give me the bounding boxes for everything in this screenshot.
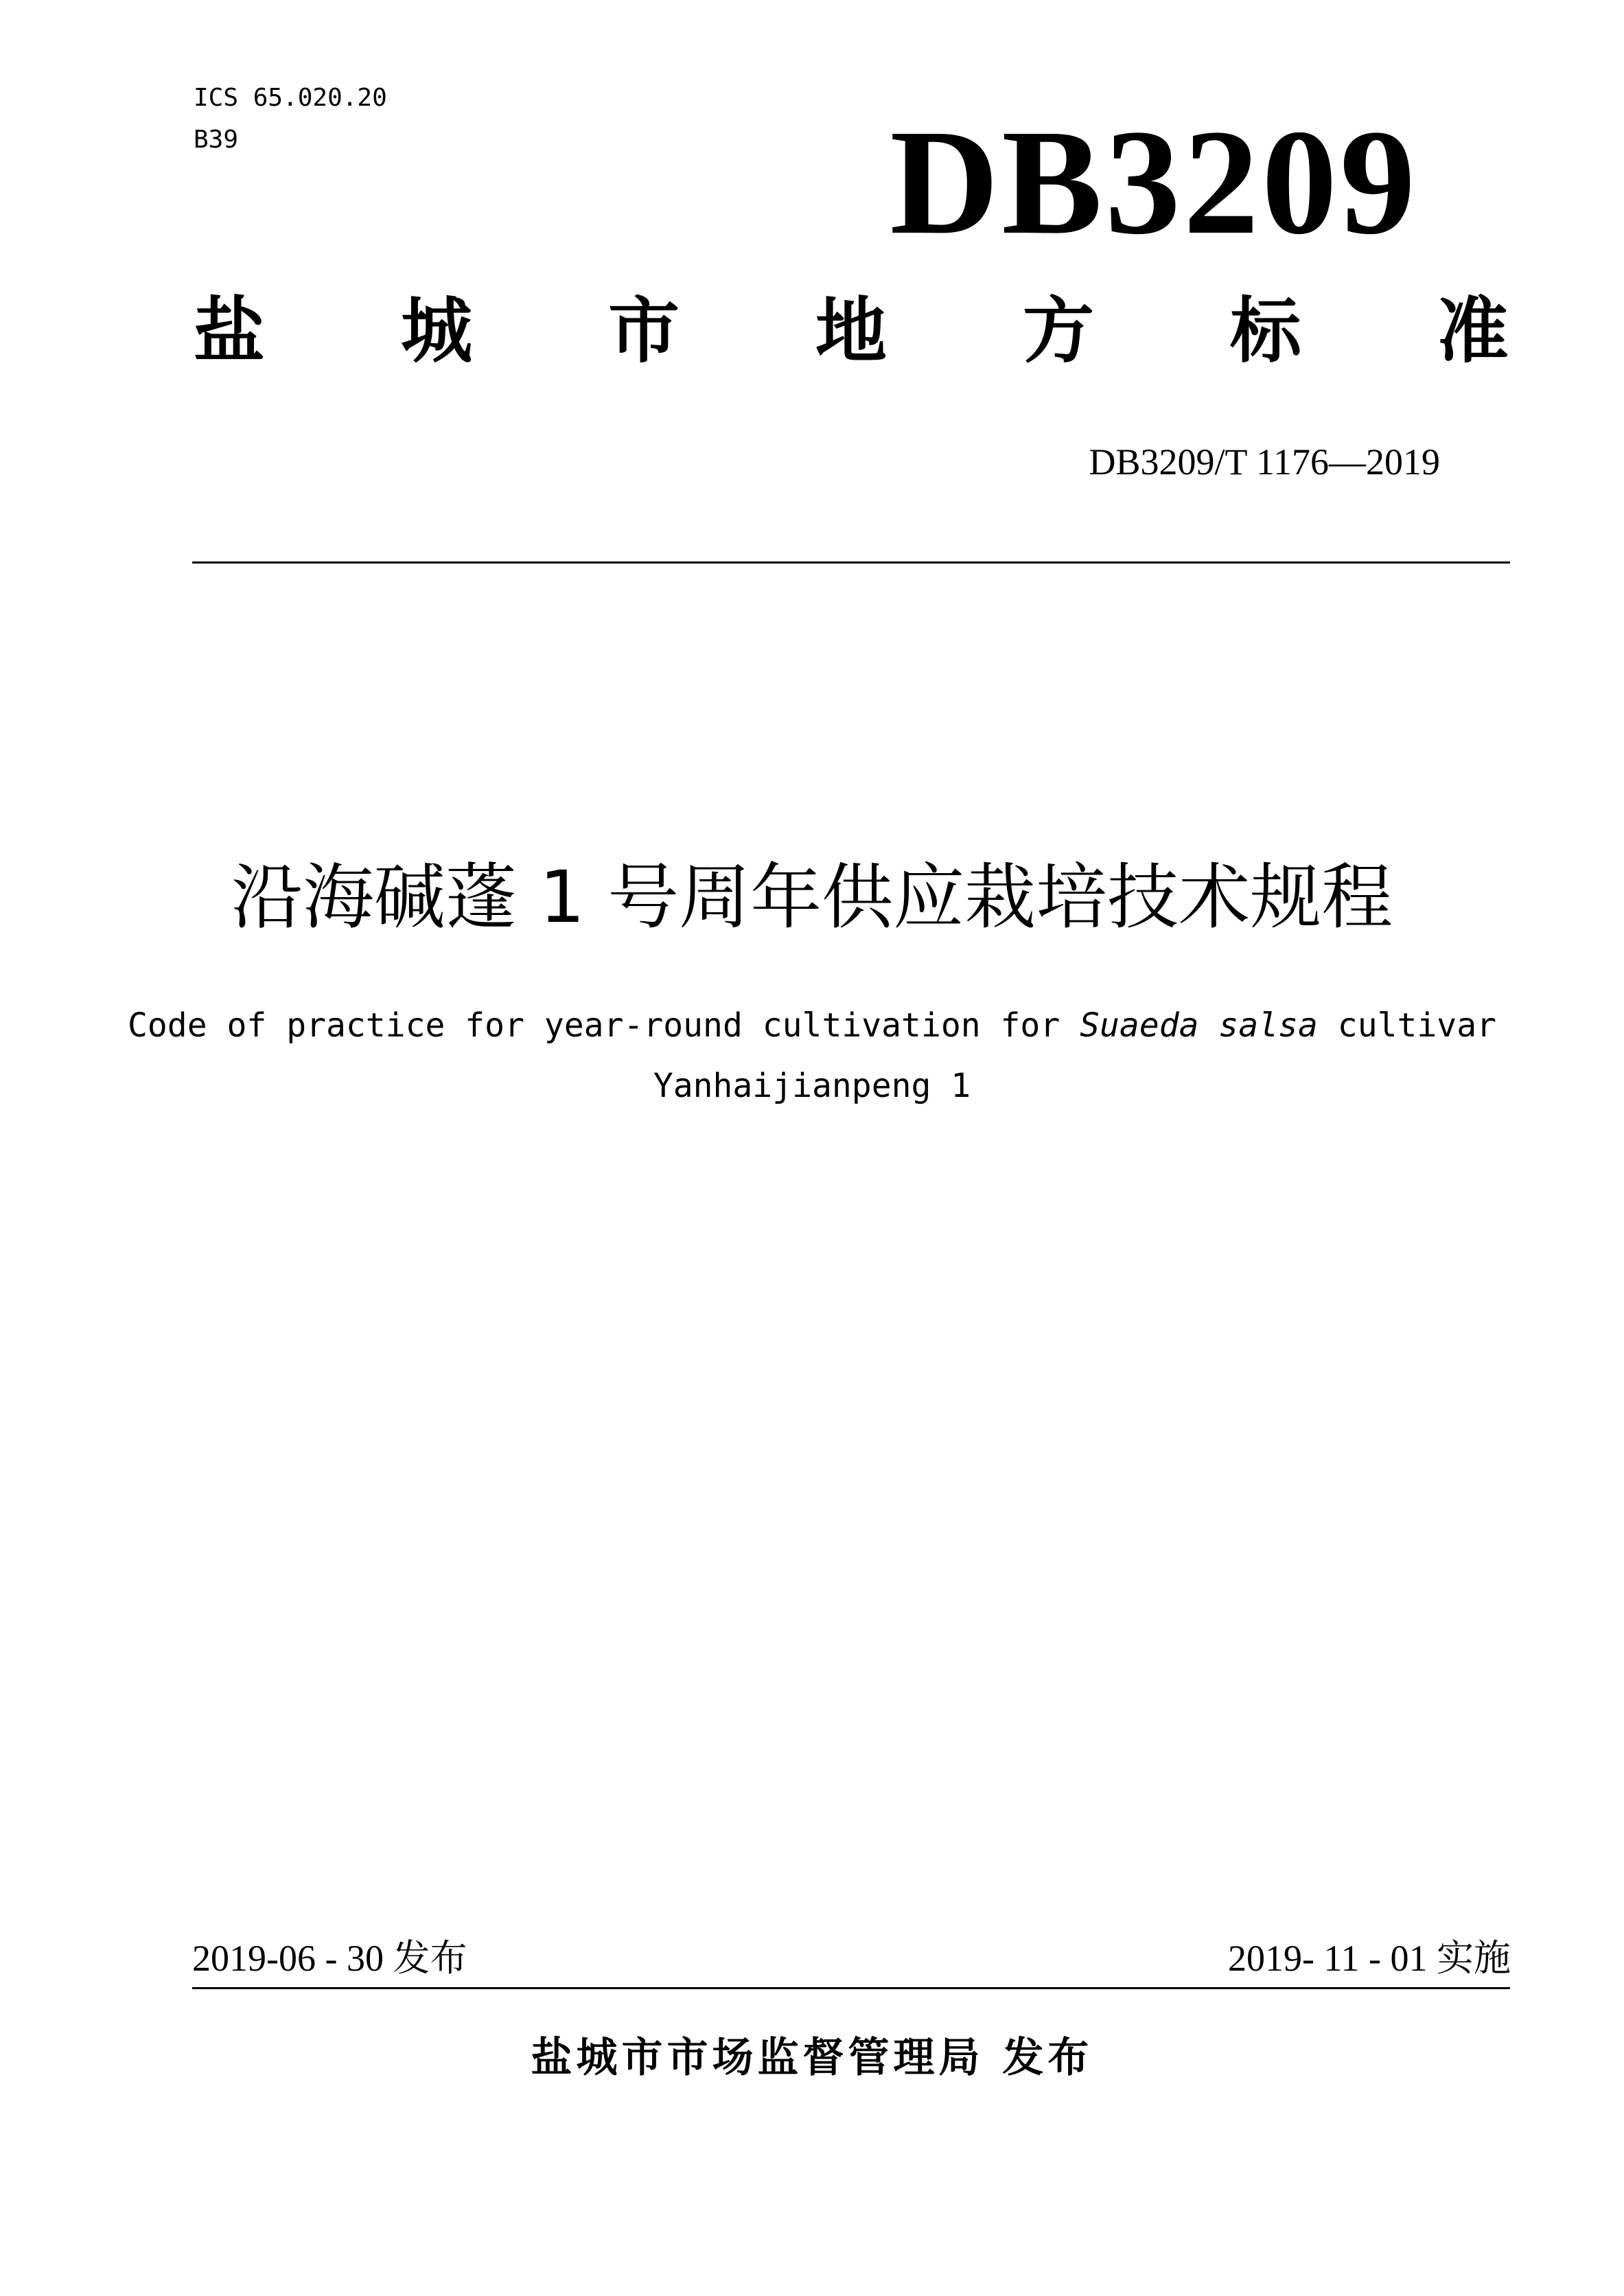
document-title-english-line2: Yanhaijianpeng 1 (653, 1067, 971, 1105)
standard-type-char: 地 (815, 289, 887, 373)
standard-number: DB3209/T 1176—2019 (1089, 441, 1440, 483)
standard-type-char: 城 (400, 289, 472, 373)
document-title-chinese: 沿海碱蓬 1 号周年供应栽培技术规程 (231, 855, 1393, 939)
standard-type-char: 标 (1229, 289, 1301, 373)
top-divider (192, 561, 1510, 564)
ccs-code: B39 (194, 126, 239, 154)
standard-type-char: 盐 (194, 289, 266, 373)
implementation-date: 2019- 11 - 01 实施 (1228, 1938, 1511, 1979)
standard-type-heading (194, 289, 1509, 373)
title-english-species: Suaeda salsa (1080, 1006, 1318, 1045)
title-english-suffix: cultivar (1317, 1006, 1496, 1045)
ics-code: ICS 65.020.20 (194, 84, 387, 112)
document-title-english-line1 (0, 1006, 1624, 1045)
title-english-prefix: Code of practice for year-round cultivation for (128, 1006, 1080, 1045)
standard-type-char: 方 (1022, 289, 1094, 373)
standard-type-char: 市 (607, 289, 680, 373)
publisher: 盐城市市场监督管理局 发布 (531, 2034, 1093, 2082)
standard-type-char: 准 (1437, 289, 1509, 373)
standard-code-heading: DB3209 (890, 98, 1418, 266)
issue-date: 2019-06 - 30 发布 (192, 1938, 467, 1979)
bottom-divider (192, 1987, 1510, 1989)
